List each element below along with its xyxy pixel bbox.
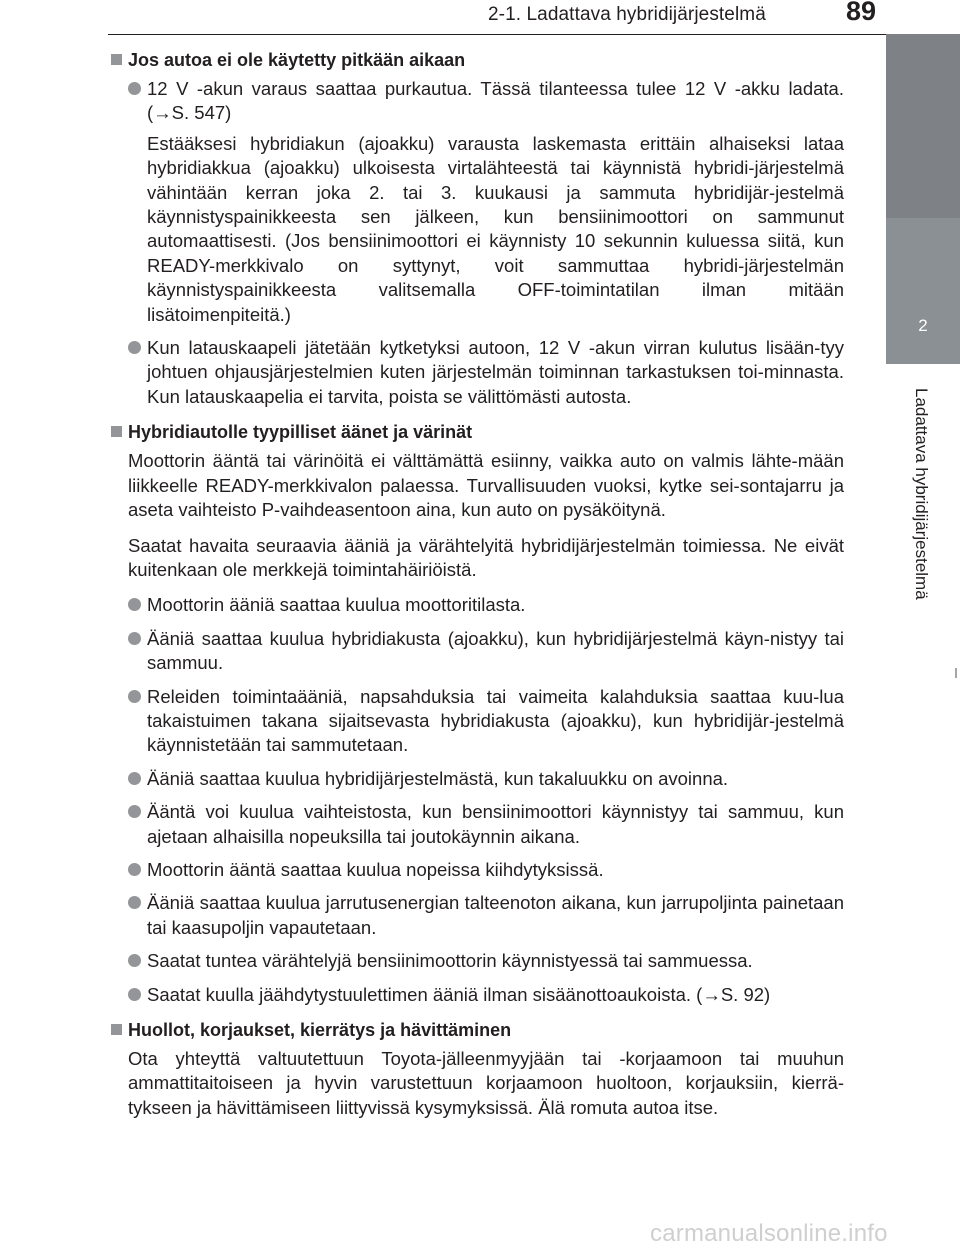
square-bullet-icon: [111, 426, 122, 437]
side-tab-chapter: [886, 218, 960, 364]
square-bullet-icon: [111, 54, 122, 65]
round-bullet-icon: [128, 632, 141, 645]
list-item: [108, 77, 844, 126]
page-number: 89: [846, 0, 877, 26]
section-heading: [108, 46, 844, 74]
header-rule: [108, 34, 886, 35]
round-bullet-icon: [128, 805, 141, 818]
round-bullet-icon: [128, 863, 141, 876]
list-item-text: 12 V -akun varaus saattaa purkautua. Tässä tilanteessa tulee 12 V -akku ladata. (→S. 547): [147, 78, 844, 124]
paragraph: Ota yhteyttä valtuutettuun Toyota-jälleenmyyjään tai -korjaamoon tai muuhun ammattitaitoiseen ja hyvin varustettuun korjaamoon huoltoon, korjauksiin, kierrä-tykseen ja hävittämiseen liittyvissä kysymyksissä. Älä romuta autoa itse.: [128, 1048, 844, 1118]
paragraph: Saatat havaita seuraavia ääniä ja värähtelyitä hybridijärjestelmän toimiessa. Ne eivät kuitenkaan ole merkkejä toimintahäiriöistä.: [128, 534, 844, 580]
paragraph: Moottorin ääntä tai värinöitä ei välttämättä esiinny, vaikka auto on valmis lähte-mään liikkeelle READY-merkkivalon palaessa. Turvallisuuden vuoksi, kytke sei-sontajarru ja aseta vaihteisto P-vaihdeasentoon aina, kun auto on pysäköitynä.: [128, 450, 844, 521]
list-item: [108, 949, 844, 973]
heading-text: Hybridiautolle tyypilliset äänet ja värinät: [128, 422, 473, 443]
list-item-continuation: Estääksesi hybridiakun (ajoakku) varausta laskemasta erittäin alhaiseksi lataa hybridiakkua (ajoakku) ulkoisesta virtalähteestä tai käynnistä hybridi-järjestelmä vähintään kerran joka 2. tai 3. kuukausi ja sammuta hybridijär-jestelmä käynnistyspainikkeesta sen jälkeen, kun bensiinimoottori on sammunut automaattisesti. (Jos bensiinimoottori ei käynnisty 10 sekunnin kuluessa siitä, kun READY-merkkivalo on syttynyt, voit sammuttaa hybridi-järjestelmän käynnistyspainikkeesta valitsemalla OFF-toimintatilan ilman mitään lisätoimenpiteitä.): [147, 132, 844, 325]
round-bullet-icon: [128, 690, 141, 703]
round-bullet-icon: [128, 341, 141, 354]
list-item-text: Moottorin ääntä saattaa kuulua nopeissa kiihdytyksissä.: [147, 858, 604, 880]
list-item: [108, 336, 844, 409]
list-item-text: Kun latauskaapeli jätetään kytketyksi autoon, 12 V -akun virran kulutus lisään-tyy johtuen ohjausjärjestelmien kuten järjestelmän toiminnan tarkastuksen toi-minnasta. Kun latauskaapelia ei tarvita, poista se välittömästi autosta.: [147, 337, 844, 407]
header-section-title: 2-1. Ladattava hybridijärjestelmä: [488, 4, 766, 25]
section-heading: [108, 1016, 844, 1044]
side-tab-upper: [886, 34, 960, 218]
list-item-text: Saatat tuntea värähtelyjä bensiinimoottorin käynnistyessä tai sammuessa.: [147, 950, 753, 972]
list-item-text: Ääniä saattaa kuulua hybridiakusta (ajoakku), kun hybridijärjestelmä käyn-nistyy tai sammuu.: [147, 627, 844, 674]
round-bullet-icon: [128, 82, 141, 95]
section-sounds-vibrations: [108, 418, 844, 1007]
round-bullet-icon: [128, 954, 141, 967]
round-bullet-icon: [128, 896, 141, 909]
list-item: [108, 800, 844, 849]
page-content: [108, 46, 844, 1131]
round-bullet-icon: [128, 988, 141, 1001]
list-item: [108, 858, 844, 882]
chapter-number: 2: [918, 316, 928, 335]
list-item: [108, 685, 844, 758]
list-item-text: Moottorin ääniä saattaa kuulua moottoritilasta.: [147, 594, 526, 616]
round-bullet-icon: [128, 772, 141, 785]
heading-text: Jos autoa ei ole käytetty pitkään aikaan: [128, 50, 466, 70]
list-item-text: Ääntä voi kuulua vaihteistosta, kun bensiinimoottori käynnistyy tai sammuu, kun ajetaan alhaisilla nopeuksilla tai joutokäynnin aikana.: [147, 801, 844, 847]
section-maintenance: [108, 1016, 844, 1120]
page-header: [0, 0, 960, 40]
chapter-label: Ladattava hybridijärjestelmä: [912, 388, 931, 600]
list-item-text: Ääniä saattaa kuulua hybridijärjestelmästä, kun takaluukku on avoinna.: [147, 767, 729, 789]
list-item-text: Saatat kuulla jäähdytystuulettimen ääniä ilman sisäänottoaukoista. (→S. 92): [147, 983, 771, 1005]
section-long-storage: [108, 46, 844, 409]
watermark-text: carmanualsonline.info: [650, 1220, 888, 1247]
list-item: [108, 627, 844, 676]
list-item: [108, 891, 844, 940]
side-marker: [955, 668, 957, 678]
list-item: [108, 593, 844, 617]
heading-text: Huollot, korjaukset, kierrätys ja hävittäminen: [128, 1020, 512, 1040]
list-item: [108, 983, 844, 1007]
round-bullet-icon: [128, 598, 141, 611]
list-item-text: Ääniä saattaa kuulua jarrutusenergian talteenoton aikana, kun jarrupoljinta painetaan tai kaasupoljin vapautetaan.: [147, 892, 844, 938]
square-bullet-icon: [111, 1024, 122, 1035]
list-item-text: Releiden toimintaääniä, napsahduksia tai vaimeita kalahduksia saattaa kuu-lua takaistuimen takana sijaitsevasta hybridiakusta (ajoakku), kun hybridijär-jestelmä käynnistetään tai sammutetaan.: [147, 685, 844, 756]
section-heading: [108, 418, 844, 446]
list-item: [108, 767, 844, 791]
